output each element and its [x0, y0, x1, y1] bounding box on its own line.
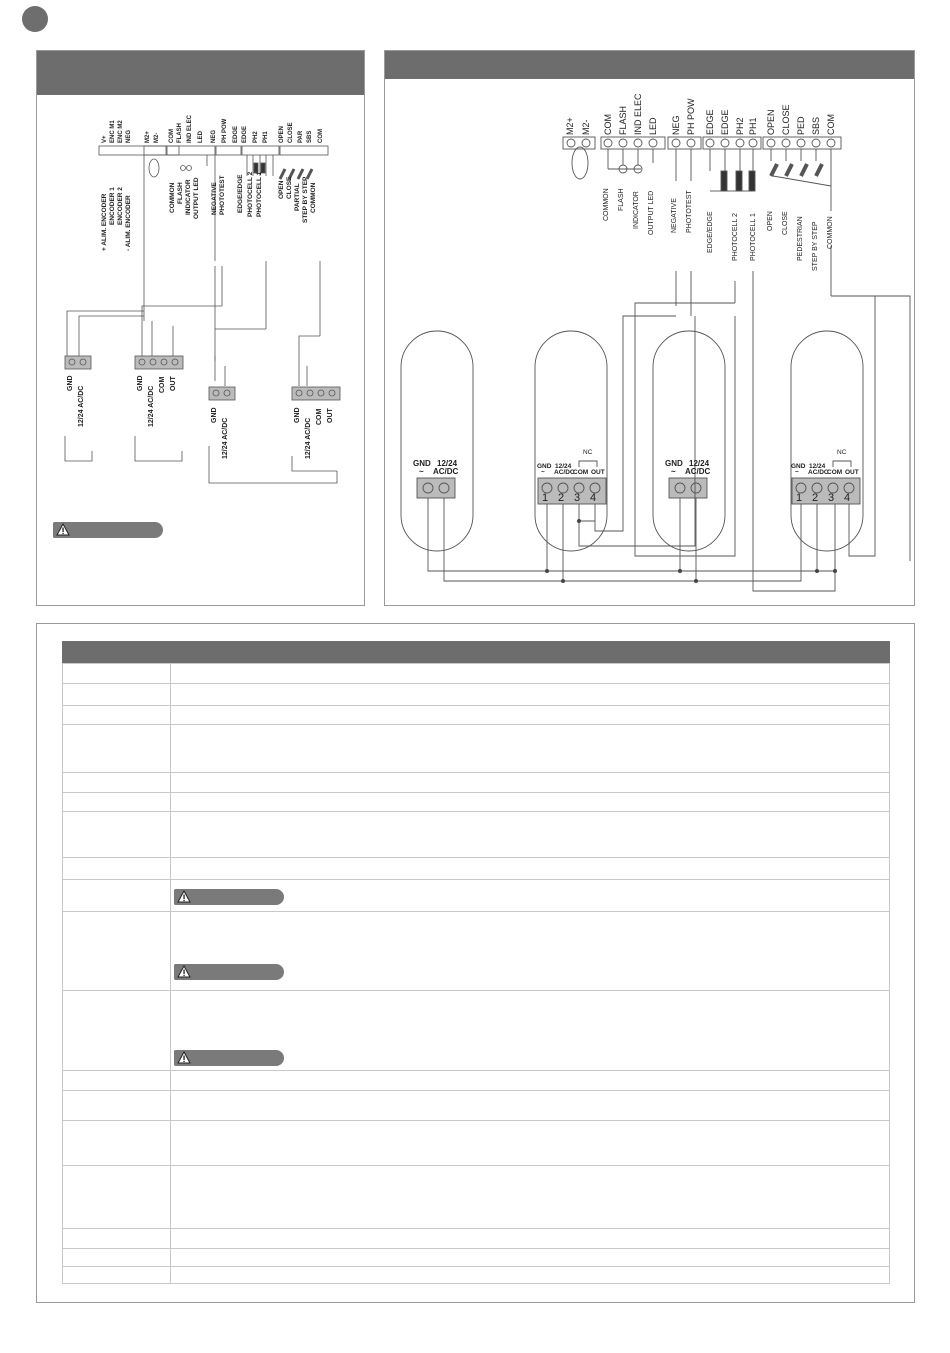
device-out-label: OUT: [591, 469, 605, 476]
left-header-label: ENC M2: [118, 120, 124, 143]
left-header-label: ENC M1: [110, 120, 116, 143]
right-lower-label: COMMON: [827, 216, 834, 249]
device-power-label: 12/24 AC/DC: [305, 417, 312, 459]
device-power-label: 12/24 AC/DC: [78, 385, 85, 427]
right-lower-label: EDGE/EDGE: [707, 211, 714, 253]
right-header-label: PH2: [735, 117, 745, 135]
right-header-label: PED: [796, 116, 806, 135]
left-header-label: FLASH: [177, 123, 183, 143]
device-gnd-label: GND: [537, 463, 552, 470]
device-out-label: OUT: [845, 469, 859, 476]
table-row: [62, 1090, 890, 1120]
device-gnd-label: GND: [665, 459, 683, 468]
device-voltage-label: 12/24: [809, 463, 826, 470]
right-header-label: OPEN: [766, 109, 776, 135]
right-lower-label: PHOTOCELL 2: [732, 213, 739, 261]
left-header-label: PH POW: [222, 118, 228, 143]
left-header-label: NEG: [126, 129, 132, 143]
table-row: [62, 792, 890, 811]
warning-icon: [56, 523, 70, 536]
terminal-number: 1: [796, 492, 803, 504]
left-lower-label: ENCODER 1: [109, 187, 116, 225]
left-header-label: M2+: [145, 131, 151, 143]
left-lower-label: PHOTOTEST: [219, 175, 226, 215]
right-header-label: CLOSE: [781, 104, 791, 135]
device-acdc-label: AC/DC: [808, 469, 829, 476]
device-gnd-label: GND: [67, 375, 74, 391]
table-divider: [170, 664, 171, 704]
left-lower-label: NEGATIVE: [211, 182, 218, 215]
table-row-label-cell: [62, 664, 171, 683]
right-lower-label: INDICATOR: [633, 191, 640, 229]
terminal-number: 2: [558, 492, 565, 504]
device-com-label: COM: [159, 376, 166, 393]
terminal-number: 1: [542, 492, 549, 504]
left-lower-label: EDGE/EDGE: [237, 174, 244, 213]
table-row: [62, 705, 890, 724]
table-header: [62, 641, 890, 663]
right-header-label: FLASH: [618, 105, 628, 135]
device-tilde-label: ~: [419, 467, 424, 476]
table-row: [62, 1228, 890, 1248]
device-voltage-label: 12/24: [689, 459, 710, 468]
table-row-label-cell: [62, 1071, 171, 1090]
device-voltage-label: 12/24: [555, 463, 572, 470]
right-lower-label: PHOTOCELL 1: [750, 213, 757, 261]
table-row-label-cell: [62, 773, 171, 792]
table-row: [62, 724, 890, 772]
left-lower-label: - ALIM. ENCODER: [125, 195, 132, 251]
warning-icon: [177, 965, 191, 978]
left-lower-label: + ALIM. ENCODER: [101, 193, 108, 251]
page-section-badge: [22, 6, 48, 32]
right-header-label: PH POW: [686, 98, 696, 135]
right-header-label: M2-: [581, 119, 591, 135]
left-header-label: PH2: [253, 131, 259, 143]
table-row-label-cell: [62, 793, 171, 811]
right-lower-label: CLOSE: [782, 211, 789, 235]
right-header-label: COM: [603, 114, 613, 135]
left-lower-label: PHOTOCELL 1: [256, 171, 263, 217]
left-lower-label: PHOTOCELL 2: [247, 171, 254, 217]
device-com-label: COM: [316, 408, 323, 425]
right-header-label: M2+: [565, 117, 575, 135]
device-com-label: COM: [827, 469, 843, 476]
right-header-label: NEG: [671, 115, 681, 135]
device-gnd-label: GND: [413, 459, 431, 468]
device-power-label: 12/24 AC/DC: [222, 417, 229, 459]
right-lower-label: OUTPUT LED: [648, 190, 655, 235]
warning-icon: [177, 1051, 191, 1064]
right-wiring-panel: [384, 50, 915, 606]
right-lower-label: PHOTOTEST: [686, 190, 693, 233]
left-header-label: IND ELEC: [187, 114, 193, 143]
device-com-label: COM: [573, 469, 589, 476]
table-row-label-cell: [62, 880, 171, 911]
right-lower-label: PEDESTRIAN: [797, 216, 804, 261]
left-lower-label: COMMON: [310, 182, 317, 213]
left-header-label: SBS: [307, 130, 313, 143]
left-header-label: COM: [318, 129, 324, 143]
right-header-label: EDGE: [720, 109, 730, 135]
left-lower-label: COMMON: [169, 182, 176, 213]
left-header-label: OPEN: [279, 125, 285, 143]
table-row-label-cell: [62, 1121, 171, 1165]
device-gnd-label: GND: [211, 407, 218, 423]
left-lower-label: INDICATOR: [185, 179, 192, 215]
left-header-label: EDGE: [233, 125, 239, 143]
device-gnd-label: GND: [294, 407, 301, 423]
left-header-label: NEG: [211, 129, 217, 143]
table-row: [62, 683, 890, 705]
table-row-label-cell: [62, 1229, 171, 1248]
left-wiring-panel: [36, 50, 365, 606]
left-lower-label: CLOSE: [286, 176, 293, 199]
device-out-label: OUT: [327, 408, 334, 423]
left-lower-label: OPEN: [278, 180, 285, 199]
left-header-label: COM: [169, 129, 175, 143]
device-gnd-label: GND: [791, 463, 806, 470]
left-header-label: PAR: [298, 130, 304, 143]
table-row-label-cell: [62, 812, 171, 857]
device-nc-label: NC: [837, 449, 847, 456]
left-header-label: M2-: [154, 132, 160, 143]
right-header-label: LED: [648, 117, 658, 135]
right-lower-label: FLASH: [618, 188, 625, 211]
right-header-label: COM: [826, 114, 836, 135]
left-lower-label: ENCODER 2: [117, 187, 124, 225]
right-header-label: SBS: [811, 116, 821, 135]
table-row: [62, 1120, 890, 1165]
device-acdc-label: AC/DC: [554, 469, 575, 476]
left-header-label: CLOSE: [288, 122, 294, 143]
right-lower-label: COMMON: [603, 188, 610, 221]
terminal-number: 2: [812, 492, 819, 504]
table-row-label-cell: [62, 912, 171, 990]
table-row: [62, 1266, 890, 1284]
right-header-label: IND ELEC: [633, 93, 643, 135]
right-lower-label: NEGATIVE: [671, 198, 678, 233]
table-row: [62, 1165, 890, 1228]
right-header-label: EDGE: [705, 109, 715, 135]
table-row-label-cell: [62, 991, 171, 1070]
terminal-number: 4: [590, 492, 597, 504]
device-voltage-label: 12/24: [437, 459, 458, 468]
table-row: [62, 811, 890, 857]
table-warning-banner: [174, 964, 284, 980]
left-header-label: EDGE: [242, 125, 248, 143]
table-row: [62, 1070, 890, 1090]
table-row-label-cell: [62, 1166, 171, 1228]
warning-icon: [177, 890, 191, 903]
device-nc-label: NC: [583, 449, 593, 456]
table-row: [62, 857, 890, 879]
table-row-label-cell: [62, 706, 171, 724]
device-out-label: OUT: [170, 376, 177, 391]
device-tilde-label: ~: [671, 467, 676, 476]
terminal-number: 3: [574, 492, 581, 504]
left-header-label: PH1: [263, 131, 269, 143]
table-row: [62, 772, 890, 792]
left-lower-label: PARTIAL: [294, 183, 301, 211]
device-tilde-label: ~: [795, 469, 799, 476]
terminal-number: 4: [844, 492, 851, 504]
device-gnd-label: GND: [137, 375, 144, 391]
table-row-label-cell: [62, 1249, 171, 1266]
table-row-label-cell: [62, 1267, 171, 1284]
table-warning-banner: [174, 1050, 284, 1066]
device-acdc-label: AC/DC: [685, 467, 711, 476]
right-lower-label: OPEN: [767, 211, 774, 231]
table-row-label-cell: [62, 725, 171, 772]
right-header-label: PH1: [748, 117, 758, 135]
device-power-label: 12/24 AC/DC: [148, 385, 155, 427]
terminal-number: 3: [828, 492, 835, 504]
table-row-label-cell: [62, 684, 171, 705]
left-header-label: V+: [102, 135, 108, 143]
left-header-label: LED: [198, 131, 204, 143]
left-lower-label: FLASH: [177, 182, 184, 204]
table-row-label-cell: [62, 858, 171, 879]
device-tilde-label: ~: [541, 469, 545, 476]
table-row: [62, 663, 890, 683]
left-lower-label: STEP BY STEP: [302, 176, 309, 223]
left-lower-label: OUTPUT LED: [193, 177, 200, 219]
table-warning-banner: [174, 889, 284, 905]
table-row: [62, 1248, 890, 1266]
device-acdc-label: AC/DC: [433, 467, 459, 476]
right-lower-label: STEP BY STEP: [812, 221, 819, 271]
left-warning-banner: [53, 522, 163, 538]
table-row-label-cell: [62, 1091, 171, 1120]
